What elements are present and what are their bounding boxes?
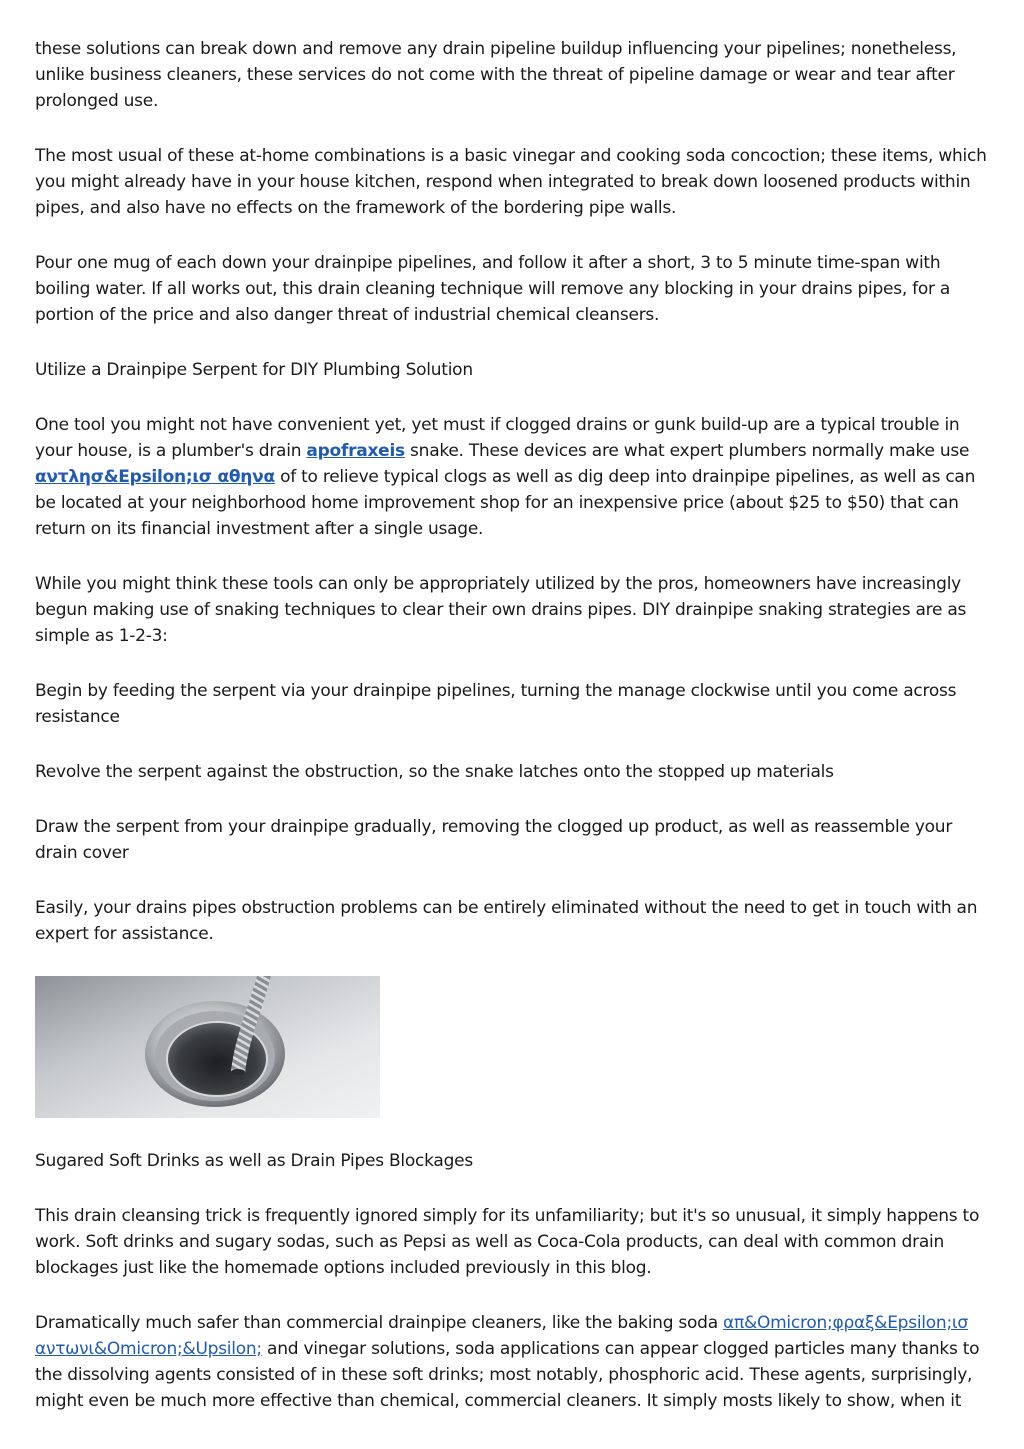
paragraph-step-three: Draw the serpent from your drainpipe gradually, removing the clogged up product, as well as reassemble your drain cover xyxy=(35,817,953,863)
link-antliseis-athina[interactable]: αντλησ&Epsilon;ισ αθηνα xyxy=(35,467,275,487)
paragraph-intro-solutions: these solutions can break down and remove any drain pipeline buildup influencing your pipelines; nonetheless, unlike business cleaners, these services do not come with the threat of pipeline damage or wear and tear after prolonged use. xyxy=(35,39,957,111)
link-apofraxeis[interactable]: apofraxeis xyxy=(306,441,405,461)
section-heading-soft-drinks: Sugared Soft Drinks as well as Drain Pipes Blockages xyxy=(35,1151,473,1171)
link-apofraxeis-antoniou[interactable]: απ&Omicron;φραξ&Epsilon;ισ αντωνι&Omicron;&Upsilon; xyxy=(35,1313,968,1359)
paragraph-plumbers-snake xyxy=(35,412,995,542)
text-segment: Dramatically much safer than commercial drainpipe cleaners, like the baking soda xyxy=(35,1313,724,1333)
paragraph-safer-than-commercial xyxy=(35,1310,995,1414)
section-heading-drain-serpent: Utilize a Drainpipe Serpent for DIY Plumbing Solution xyxy=(35,360,473,380)
text-segment: and vinegar solutions, soda applications can appear clogged particles many thanks to the dissolving agents consisted of in these soft drinks; most notably, phosphoric acid. These agents, surprisingly, might even be much more effective than chemical, commercial cleaners. It simply mosts likely to show, when it xyxy=(35,1339,980,1411)
text-segment: of to relieve typical clogs as well as dig deep into drainpipe pipelines, as well as can be located at your neighborhood home improvement shop for an inexpensive price (about $25 to $50) that can return on its financial investment after a single usage. xyxy=(35,467,976,539)
paragraph-step-one: Begin by feeding the serpent via your drainpipe pipelines, turning the manage clockwise until you come across resistance xyxy=(35,681,957,727)
paragraph-homeowners-snaking: While you might think these tools can only be appropriately utilized by the pros, homeowners have increasingly begun making use of snaking techniques to clear their own drains pipes. DIY drainpipe snaking strategies are as simple as 1-2-3: xyxy=(35,574,967,646)
text-segment: snake. These devices are what expert plumbers normally make use xyxy=(404,441,970,461)
drain-snake-photo xyxy=(35,976,380,1118)
document-body xyxy=(35,36,995,1443)
paragraph-step-two: Revolve the serpent against the obstruction, so the snake latches onto the stopped up materials xyxy=(35,762,834,782)
text-segment: One tool you might not have convenient yet, yet must if clogged drains or gunk build-up are a typical trouble in your house, is a plumber's drain xyxy=(35,415,960,461)
paragraph-pour-instructions: Pour one mug of each down your drainpipe pipelines, and follow it after a short, 3 to 5 minute time-span with boiling water. If all works out, this drain cleaning technique will remove any blocking in your drains pipes, for a portion of the price and also danger threat of industrial chemical cleansers. xyxy=(35,253,951,325)
paragraph-vinegar-soda: The most usual of these at-home combinations is a basic vinegar and cooking soda concoction; these items, which you might already have in your house kitchen, respond when integrated to break down loosened products within pipes, and also have no effects on the framework of the bordering pipe walls. xyxy=(35,146,987,218)
paragraph-conclusion-snaking: Easily, your drains pipes obstruction problems can be entirely eliminated without the need to get in touch with an expert for assistance. xyxy=(35,898,978,944)
paragraph-soft-drinks-trick: This drain cleansing trick is frequently ignored simply for its unfamiliarity; but it's so unusual, it simply happens to work. Soft drinks and sugary sodas, such as Pepsi as well as Coca-Cola products, can deal with common drain blockages just like the homemade options included previously in this blog. xyxy=(35,1206,980,1278)
